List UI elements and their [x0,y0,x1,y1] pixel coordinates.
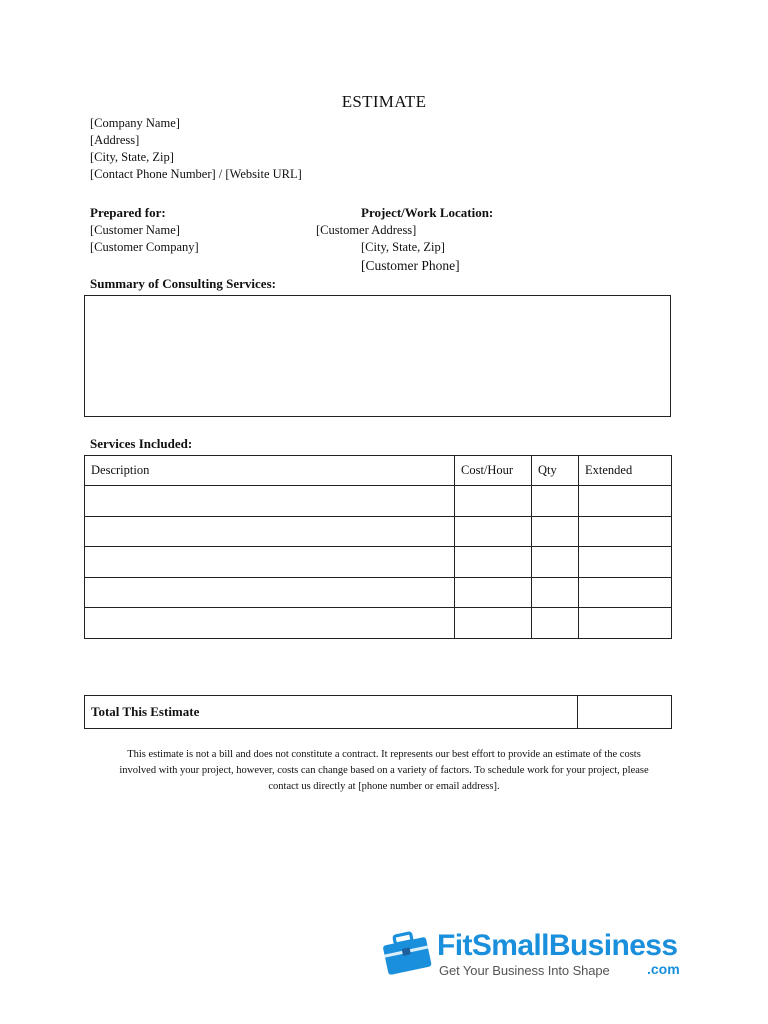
table-row [85,516,672,547]
customer-phone: [Customer Phone] [361,258,460,273]
total-table [84,695,672,729]
extended-cell[interactable] [579,608,672,639]
brand-name-fit: FitSmall [437,929,549,962]
brand-tagline: Get Your Business Into Shape [439,963,610,978]
extended-cell[interactable] [579,486,672,517]
description-cell[interactable] [85,608,455,639]
cost-hour-cell[interactable] [455,577,532,608]
services-heading: Services Included: [90,436,193,451]
company-address: [Address] [90,133,140,147]
description-cell[interactable] [85,486,455,517]
disclaimer-line: contact us directly at [phone number or email address]. [268,781,500,792]
extended-cell[interactable] [579,577,672,608]
qty-cell[interactable] [532,486,579,517]
col-extended-header: Extended [579,456,672,486]
table-row [85,547,672,578]
qty-cell[interactable] [532,516,579,547]
customer-city-state-zip: [City, State, Zip] [361,240,445,254]
briefcase-icon [381,930,433,976]
page-title: ESTIMATE [341,92,427,111]
cost-hour-cell[interactable] [455,547,532,578]
disclaimer-line: This estimate is not a bill and does not constitute a contract. It represents our best effort to provide an estimate of the costs [127,749,641,760]
qty-cell[interactable] [532,577,579,608]
customer-company: [Customer Company] [90,240,199,254]
extended-cell[interactable] [579,516,672,547]
fitsmallbusiness-logo [381,928,681,980]
company-name: [Company Name] [90,116,180,130]
table-row [85,486,672,517]
summary-heading: Summary of Consulting Services: [90,276,276,291]
col-cost-hour-header: Cost/Hour [455,456,532,486]
brand-name-business: Business [548,929,678,962]
disclaimer-line: involved with your project, however, costs can change based on a variety of factors. To schedule work for your project, please [119,765,649,776]
customer-name: [Customer Name] [90,223,180,237]
brand-name [437,930,677,962]
description-cell[interactable] [85,547,455,578]
cost-hour-cell[interactable] [455,608,532,639]
total-row [85,696,672,729]
cost-hour-cell[interactable] [455,486,532,517]
company-contact: [Contact Phone Number] / [Website URL] [90,167,302,181]
company-block [90,115,302,183]
customer-address: [Customer Address] [316,223,417,237]
col-description-header: Description [85,456,455,486]
description-cell[interactable] [85,577,455,608]
disclaimer [84,747,684,795]
company-city-state-zip: [City, State, Zip] [90,150,174,164]
brand-domain: .com [647,961,680,977]
qty-cell[interactable] [532,608,579,639]
table-row [85,577,672,608]
col-qty-header: Qty [532,456,579,486]
project-location-heading: Project/Work Location: [361,205,494,220]
description-cell[interactable] [85,516,455,547]
services-table [84,455,672,639]
prepared-for-heading: Prepared for: [90,205,166,220]
cost-hour-cell[interactable] [455,516,532,547]
total-label: Total This Estimate [85,696,578,729]
qty-cell[interactable] [532,547,579,578]
total-value-cell[interactable] [578,696,672,729]
extended-cell[interactable] [579,547,672,578]
summary-box[interactable] [84,295,671,417]
services-header-row [85,456,672,486]
table-row [85,608,672,639]
